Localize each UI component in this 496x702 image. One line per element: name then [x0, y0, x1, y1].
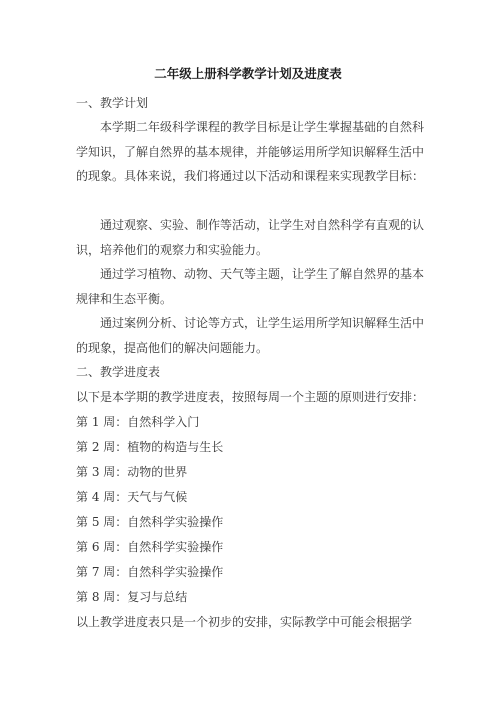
- week-item: 第 5 周：自然科学实验操作: [76, 515, 224, 529]
- paragraph-intro: [76, 115, 430, 189]
- week-item: 第 6 周：自然科学实验操作: [76, 540, 224, 554]
- week-item: 第 1 周：自然科学入门: [76, 415, 200, 429]
- paragraph-topics-text: 通过学习植物、动物、天气等主题，让学生了解自然界的基本规律和生态平衡。: [76, 267, 425, 306]
- week-item: 第 2 周：植物的构造与生长: [76, 440, 224, 454]
- week-item: 第 7 周：自然科学实验操作: [76, 565, 224, 579]
- paragraph-observation: [76, 213, 430, 262]
- paragraph-intro-text: 本学期二年级科学课程的教学目标是让学生掌握基础的自然科学知识，了解自然界的基本规律，并能够运用所学知识解释生活中的现象。具体来说，我们将通过以下活动和课程来实现教学目标：: [76, 120, 425, 183]
- paragraph-topics: [76, 262, 430, 311]
- closing-paragraph: 以上教学进度表只是一个初步的安排，实际教学中可能会根据学: [76, 615, 413, 629]
- week-item: 第 3 周：动物的世界: [76, 465, 188, 479]
- document-title: 二年级上册科学教学计划及进度表: [154, 66, 342, 81]
- schedule-intro: 以下是本学期的教学进度表，按照每周一个主题的原则进行安排：: [76, 390, 425, 404]
- section-heading-schedule: 二、教学进度表: [76, 365, 161, 379]
- week-item: 第 8 周：复习与总结: [76, 590, 188, 604]
- paragraph-observation-text: 通过观察、实验、制作等活动，让学生对自然科学有直观的认识，培养他们的观察力和实验能力。: [76, 218, 425, 257]
- week-item: 第 4 周：天气与气候: [76, 490, 188, 504]
- section-heading-plan: 一、教学计划: [76, 96, 149, 110]
- paragraph-cases-text: 通过案例分析、讨论等方式，让学生运用所学知识解释生活中的现象，提高他们的解决问题能力。: [76, 316, 425, 355]
- paragraph-cases: [76, 311, 430, 360]
